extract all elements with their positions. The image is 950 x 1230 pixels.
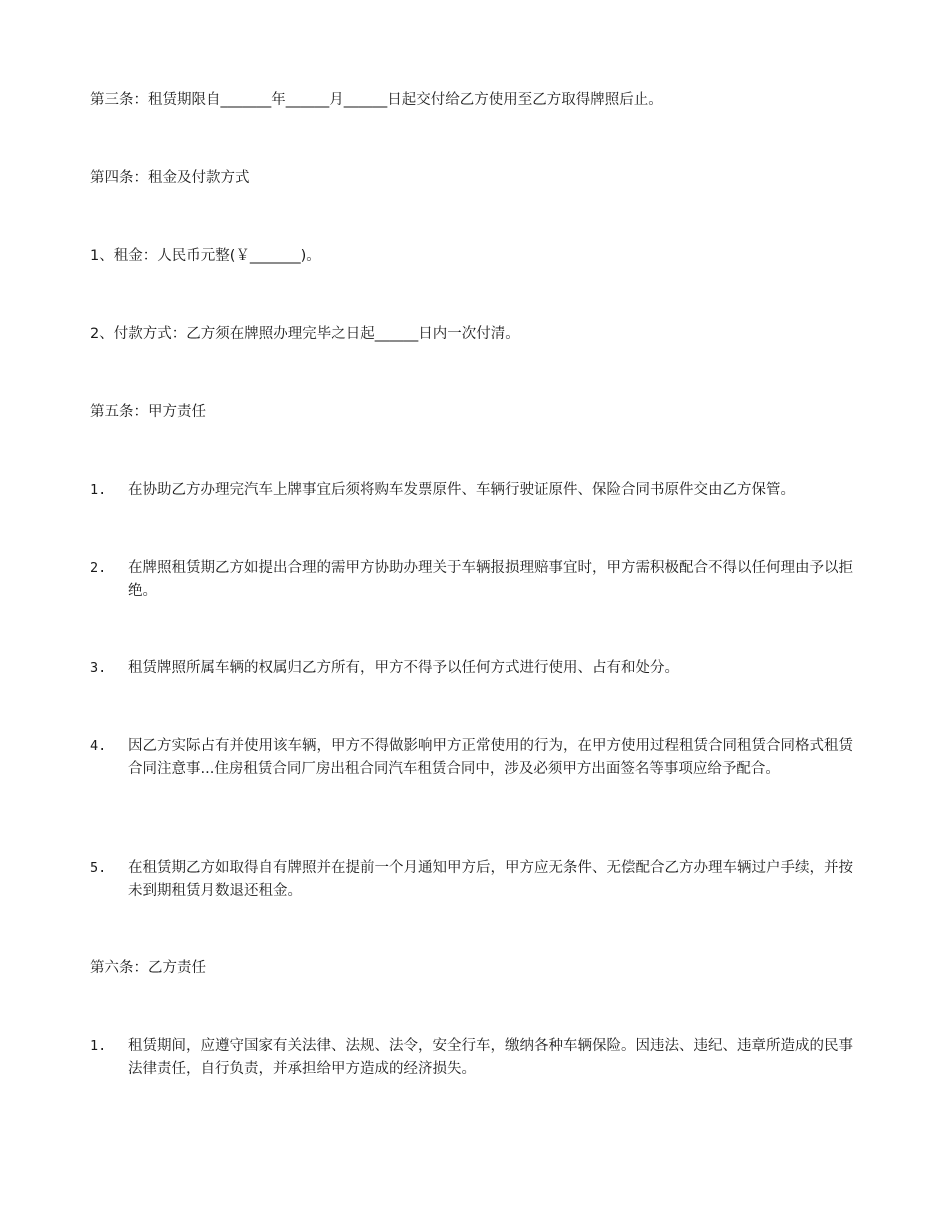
article-6-item-1 [90,1035,865,1081]
article-5-item-1 [90,479,880,502]
item-number: 1. [90,1038,107,1054]
item-number: 5. [90,860,107,876]
item-number: 4. [90,738,107,754]
item-text: 在租赁期乙方如取得自有牌照并在提前一个月通知甲方后，甲方应无条件、无偿配合乙方办理车辆过户手续，并按未到期租赁月数退还租金。 [128,860,853,899]
article-3-term: 第三条：租赁期限自_______年______月______日起交付给乙方使用至乙方取得牌照后止。 [90,92,663,108]
item-text: 租赁牌照所属车辆的权属归乙方所有，甲方不得予以任何方式进行使用、占有和处分。 [128,660,679,676]
article-4-payment-method: 2、付款方式：乙方须在牌照办理完毕之日起______日内一次付清。 [90,326,520,342]
article-5-item-3 [90,657,865,680]
article-6-heading: 第六条：乙方责任 [90,960,206,976]
article-4-heading: 第四条：租金及付款方式 [90,170,250,186]
item-number: 3. [90,660,107,676]
item-text: 因乙方实际占有并使用该车辆，甲方不得做影响甲方正常使用的行为，在甲方使用过程租赁合同租赁合同格式租赁合同注意事...住房租赁合同厂房出租合同汽车租赁合同中，涉及必须甲方出面签名等事项应给予配合。 [128,738,853,777]
article-5-heading: 第五条：甲方责任 [90,404,206,420]
article-5-item-5 [90,857,865,903]
article-4-rent-amount: 1、租金：人民币元整(￥_______)。 [90,248,321,264]
article-5-item-2 [90,557,865,603]
item-text: 在牌照租赁期乙方如提出合理的需甲方协助办理关于车辆报损理赔事宜时，甲方需积极配合不得以任何理由予以拒绝。 [128,560,853,599]
item-number: 1. [90,482,107,498]
item-number: 2. [90,560,107,576]
article-5-item-4 [90,735,865,781]
item-text: 租赁期间，应遵守国家有关法律、法规、法令，安全行车，缴纳各种车辆保险。因违法、违纪、违章所造成的民事法律责任，自行负责，并承担给甲方造成的经济损失。 [128,1038,853,1077]
item-text: 在协助乙方办理完汽车上牌事宜后须将购车发票原件、车辆行驶证原件、保险合同书原件交由乙方保管。 [128,482,795,498]
